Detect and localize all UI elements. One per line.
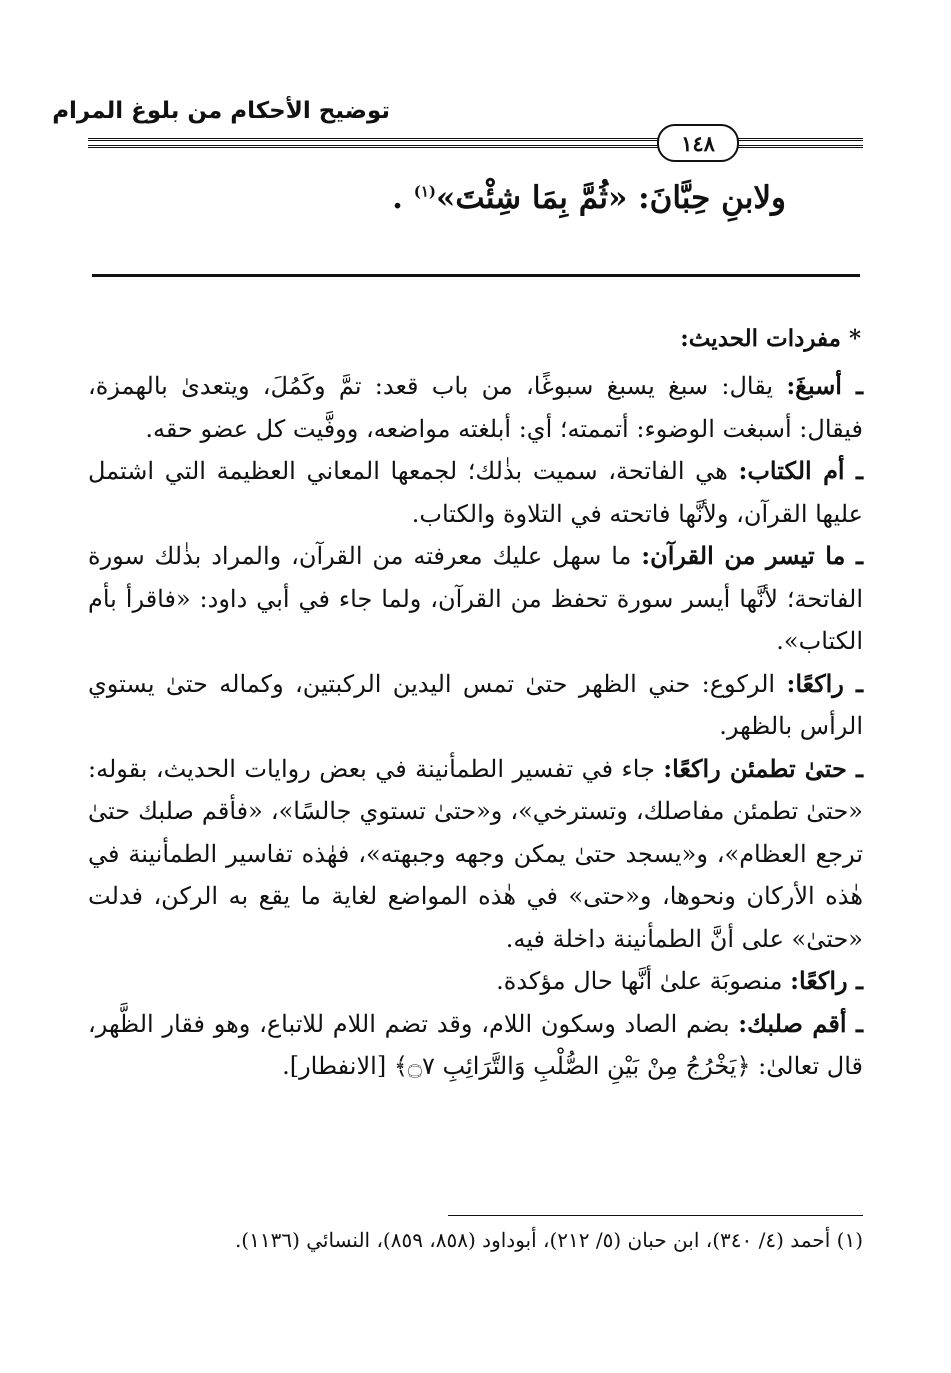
page-number: ١٤٨ [657, 124, 739, 162]
entry-text: هي الفاتحة، سميت بذٰلك؛ لجمعها المعاني العظيمة التي اشتمل عليها القرآن، ولأنَّها فاتحته في التلاوة والكتاب. [88, 457, 863, 528]
entry-term: ـ أقم صلبك: [738, 1008, 863, 1038]
vocabulary-list [88, 365, 863, 1088]
vocabulary-entry [88, 535, 863, 663]
hadith-text [226, 180, 786, 216]
vocabulary-entry [88, 365, 863, 450]
entry-term: ـ راكعًا: [790, 966, 863, 995]
footnote: (١) أحمد (٤/ ٣٤٠)، ابن حبان (٥/ ٢١٢)، أبوداود (٨٥٨، ٨٥٩)، النسائي (١١٣٦). [234, 1228, 863, 1252]
running-header-title: توضيح الأحكام من بلوغ المرام [52, 98, 390, 124]
section-heading: * مفردات الحديث: [680, 325, 861, 352]
vocabulary-entry [88, 748, 863, 961]
entry-term: ـ ما تيسر من القرآن: [641, 541, 863, 570]
entry-term: ـ أم الكتاب: [738, 456, 864, 485]
header-rule [88, 138, 863, 141]
entry-text: منصوبَة علىٰ أنَّها حال مؤكدة. [496, 967, 791, 995]
vocabulary-entry [88, 663, 863, 748]
entry-term: ـ راكعًا: [786, 668, 864, 698]
footnote-ref: (١) [413, 182, 436, 201]
entry-text: ما سهل عليك معرفته من القرآن، والمراد بذٰلك سورة الفاتحة؛ لأنَّها أيسر سورة تحفظ من القرآن، ولما جاء في أبي داود: «فاقرأ بأم الكتاب». [88, 542, 863, 655]
entry-term: ـ أسبغَ: [786, 371, 863, 400]
hadith-quote: ولابنِ حِبَّانَ: «ثُمَّ بِمَا شِئْتَ» [436, 180, 786, 216]
vocabulary-entry [88, 450, 863, 535]
vocabulary-entry [88, 960, 863, 1003]
entry-text: يقال: سبغ يسبغ سبوغًا، من باب قعد: تمَّ وكَمُلَ، ويتعدىٰ بالهمزة، فيقال: أسبغت الوضوء: أتممته؛ أي: أبلغته مواضعه، ووفَّيت كل عضو حقه. [88, 372, 863, 443]
entry-term: ـ حتىٰ تطمئن راكعًا: [663, 753, 863, 783]
section-divider [92, 274, 860, 277]
hadith-end: . [392, 180, 403, 216]
entry-text: بضم الصاد وسكون اللام، وقد تضم اللام للاتباع، وهو فقار الظَّهر، قال تعالىٰ: ﴿يَخْرُجُ مِنْ بَيْنِ الصُّلْبِ وَالتَّرَائِبِ ۝٧﴾ [الانفطار]. [88, 1009, 863, 1080]
entry-text: الركوع: حني الظهر حتىٰ تمس اليدين الركبتين، وكماله حتىٰ يستوي الرأس بالظهر. [88, 669, 863, 740]
footnote-divider [448, 1215, 863, 1216]
header-rule-lower [88, 145, 863, 148]
vocabulary-entry [88, 1003, 863, 1088]
entry-text: جاء في تفسير الطمأنينة في بعض روايات الحديث، بقوله: «حتىٰ تطمئن مفاصلك، وتسترخي»، و«حتىٰ تستوي جالسًا»، «فأقم صلبك حتىٰ ترجع العظام»، و«يسجد حتىٰ يمكن وجهه وجبهته»، فهٰذه تفاسير الطمأنينة في هٰذه الأركان ونحوها، و«حتى» في هٰذه المواضع لغاية ما يقع به الركن، فدلت «حتىٰ» على أنَّ الطمأنينة داخلة فيه. [88, 754, 863, 953]
